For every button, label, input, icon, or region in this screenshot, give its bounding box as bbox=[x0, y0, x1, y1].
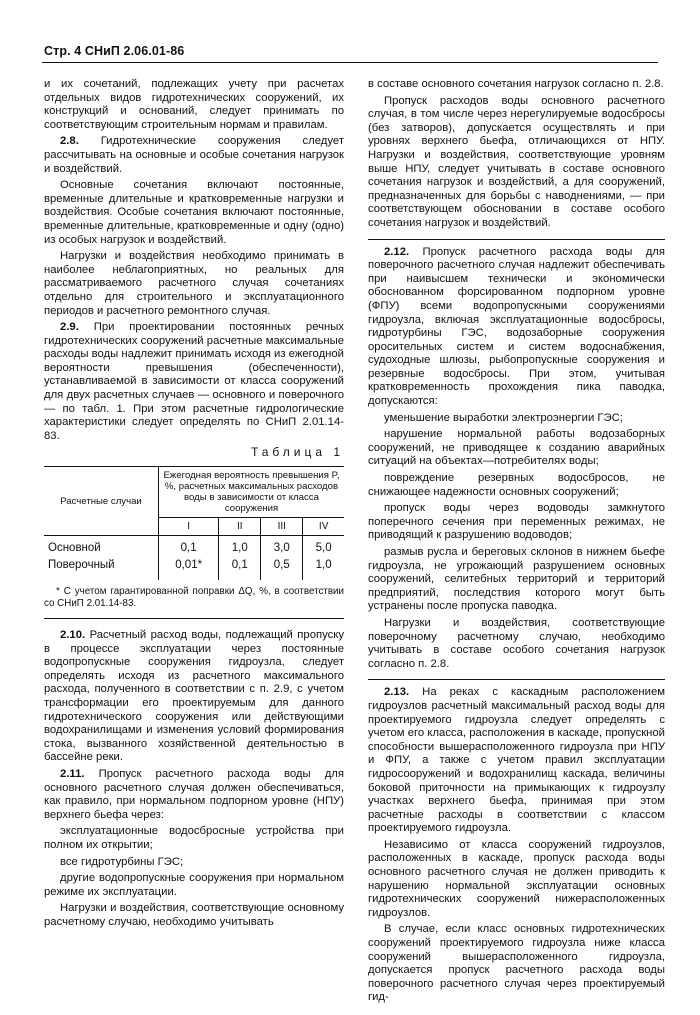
clause-text: При проектировании постоянных речных гидротехнических сооружений расчетные максимальные расходы воды надлежит принимать исходя из ежегодной вероятности превышения (обеспеченности), устанавливаемой в зависимости от класса сооружений для двух расчетных случаев — основного и поверочного — по табл. 1. При этом расчетные гидрологические характеристики следует определять по СНиП 2.01.14-83. bbox=[44, 321, 344, 442]
paragraph-2-12 bbox=[368, 246, 665, 409]
clause-text: Гидротехнические сооружения следует рассчитывать на основные и особые сочетания нагрузок и воздействий. bbox=[44, 135, 344, 175]
right-column bbox=[368, 78, 665, 1008]
clause-number: 2.13. bbox=[384, 686, 410, 699]
clause-number: 2.11. bbox=[60, 767, 85, 780]
paragraph: Основные сочетания включают постоянные, временные длительные и кратковременные нагрузки и воздействия. Особые сочетания включают постоянные, временные длительные, кратковременные и одну (одно) из особых нагрузок и воздействий. bbox=[44, 179, 344, 246]
table-row bbox=[44, 557, 344, 580]
clause-text: Пропуск расчетного расхода воды для основного расчетного случая должен обеспечиваться, как правило, при нормальном подпорном уровне (НПУ) верхнего бьефа через: bbox=[44, 767, 344, 821]
paragraph: Нагрузки и воздействия, соответствующие поверочному расчетному случаю, необходимо учитывать в составе особого сочетания нагрузок согласно п. 2.8. bbox=[368, 616, 665, 670]
table-cell: 0,1 bbox=[219, 557, 261, 580]
table-header-class: III bbox=[261, 518, 303, 536]
table-row bbox=[44, 536, 344, 558]
table-cell: 1,0 bbox=[219, 536, 261, 558]
table-cell: 0,01* bbox=[159, 557, 219, 580]
paragraph: размыв русла и береговых склонов в нижнем бьефе гидроузла, не угрожающий разрушением основных сооружений, селитебных территорий и территорий предприятий, последствия которого могут быть устранены после пропуска паводка. bbox=[368, 546, 665, 613]
paragraph: В случае, если класс основных гидротехнических сооружений проектируемого гидроузла ниже класса сооружений вышерасположенного гидроузла, допускается пропуск расчетного расхода воды поверочного расчетного случая через проектируемый гид- bbox=[368, 923, 665, 1004]
table-cell: 1,0 bbox=[315, 559, 332, 572]
paragraph: и их сочетаний, подлежащих учету при расчетах отдельных видов гидротехнических сооружений, их конструкций и оснований, следует принимать по соответствующим строительным нормам и правилам. bbox=[44, 78, 344, 131]
clause-text: Пропуск расчетного расхода воды для поверочного расчетного случая надлежит обеспечивать при наивысшем технически и экономически обоснованном форсированном подпорном уровне (ФПУ) всеми водопропускными сооружениями гидроузла, включая эксплуатационные водосбросы, гидротурбины ГЭС, водозаборные сооружения оросительных систем и систем водоснабжения, судоходные шлюзы, рыбопропускные сооружения и резервные водосбросы. При этом, учитывая кратковременность прохождения пика паводка, допускаются: bbox=[368, 245, 665, 408]
paragraph-2-13 bbox=[368, 686, 665, 836]
table-footnote: * С учетом гарантированной поправки ΔQ, %, в соответствии со СНиП 2.01.14-83. bbox=[44, 586, 344, 619]
paragraph: повреждение резервных водосбросов, не снижающее надежности основных сооружений; bbox=[368, 472, 665, 498]
paragraph: пропуск воды через водоводы замкнутого поперечного сечения при переменных режимах, не приводящий к разрушению водоводов; bbox=[368, 502, 665, 542]
header-rule bbox=[42, 62, 658, 63]
table-cell-case: Основной bbox=[44, 536, 159, 558]
left-column bbox=[44, 78, 344, 933]
table-header-cases: Расчетные случаи bbox=[44, 467, 159, 536]
paragraph: Пропуск расходов воды основного расчетного случая, в том числе через нерегулируемые водосбросы (без затворов), допускается осуществлять и при уровнях верхнего бьефа, отличающихся от НПУ. Нагрузки и воздействия, соответствующие уровням выше НПУ, следует учитывать в составе основного сочетания нагрузок и воздействий, а для сооружений, предназначенных для борьбы с наводнениями, — при соответствующем обосновании в составе особого сочетания нагрузок и воздействий. bbox=[368, 94, 665, 229]
table-cell: 3,0 bbox=[261, 536, 303, 558]
table-cell-case: Поверочный bbox=[44, 557, 159, 580]
probability-table bbox=[44, 466, 344, 580]
clause-number: 2.9. bbox=[60, 321, 79, 334]
table-caption: Таблица 1 bbox=[250, 445, 344, 460]
table-header-class: IV bbox=[303, 518, 344, 536]
clause-text: Расчетный расход воды, подлежащий пропуску в процессе эксплуатации через постоянные водопропускные сооружения гидроузла, следует определять исходя из расчетного максимального расхода, полученного в соответствии с п. 2.9, с учетом трансформации его проектируемым для данного гидротехнического сооружения или действующими водохранилищами и изменения условий формирования стока, вызванного хозяйственной деятельностью в бассейне реки. bbox=[44, 629, 344, 764]
paragraph: Нагрузки и воздействия необходимо принимать в наиболее неблагоприятных, но реальных для рассматриваемого расчетного случая сочетаниях отдельно для строительного и эксплуатационного периодов и расчетного ремонтного случая. bbox=[44, 250, 344, 317]
paragraph: нарушение нормальной работы водозаборных сооружений, не приводящее к созданию аварийных ситуаций на объектах—потребителях воды; bbox=[368, 428, 665, 468]
paragraph-2-9 bbox=[44, 321, 344, 443]
table-cell: 0,5 bbox=[261, 557, 303, 580]
table-header-probability: Ежегодная вероятность превышения P, %, расчетных максимальных расходов воды в зависимости от класса сооружения bbox=[159, 467, 345, 518]
paragraph-2-11 bbox=[44, 768, 344, 822]
paragraph: все гидротурбины ГЭС; bbox=[60, 855, 184, 868]
paragraph: эксплуатационные водосбросные устройства при полном их открытии; bbox=[44, 825, 344, 851]
clause-number: 2.12. bbox=[384, 245, 410, 258]
paragraph: уменьшение выработки электроэнергии ГЭС; bbox=[384, 411, 623, 424]
section-divider bbox=[368, 679, 665, 680]
paragraph: Независимо от класса сооружений гидроузлов, расположенных в каскаде, пропуск расхода воды основного расчетного случая не должен приводить к нарушению нормальной эксплуатации основных гидротехнических сооружений нижерасположенных гидроузлов. bbox=[368, 838, 665, 919]
page-header: Стр. 4 СНиП 2.06.01-86 bbox=[44, 44, 185, 58]
paragraph: другие водопропускные сооружения при нормальном режиме их эксплуатации. bbox=[44, 872, 344, 898]
table-cell: 0,1 bbox=[159, 536, 219, 558]
paragraph: в составе основного сочетания нагрузок согласно п. 2.8. bbox=[368, 78, 664, 90]
paragraph-2-8 bbox=[44, 135, 344, 176]
table-header-class: I bbox=[159, 518, 219, 536]
section-divider bbox=[368, 239, 665, 240]
clause-text: На реках с каскадным расположением гидроузлов расчетный максимальный расход воды для проектируемого гидроузла следует определять с учетом его класса, расположения в каскаде, пропускной способности вышерасположенного гидроузла при НПУ и ФПУ, а также с учетом правил эксплуатации гидросооружений и водохранилищ каскада, величины боковой приточности на примыкающих к гидроузлу участках верхнего бьефа, принимая при этом расчетные расходы в соответствии с классом проектируемого гидроузла. bbox=[368, 686, 665, 835]
table-header-class: II bbox=[219, 518, 261, 536]
paragraph-2-10 bbox=[44, 629, 344, 765]
table-cell: 5,0 bbox=[315, 542, 332, 555]
clause-number: 2.8. bbox=[60, 135, 79, 148]
clause-number: 2.10. bbox=[60, 629, 86, 642]
paragraph: Нагрузки и воздействия, соответствующие основному расчетному случаю, необходимо учитывать bbox=[44, 902, 344, 928]
